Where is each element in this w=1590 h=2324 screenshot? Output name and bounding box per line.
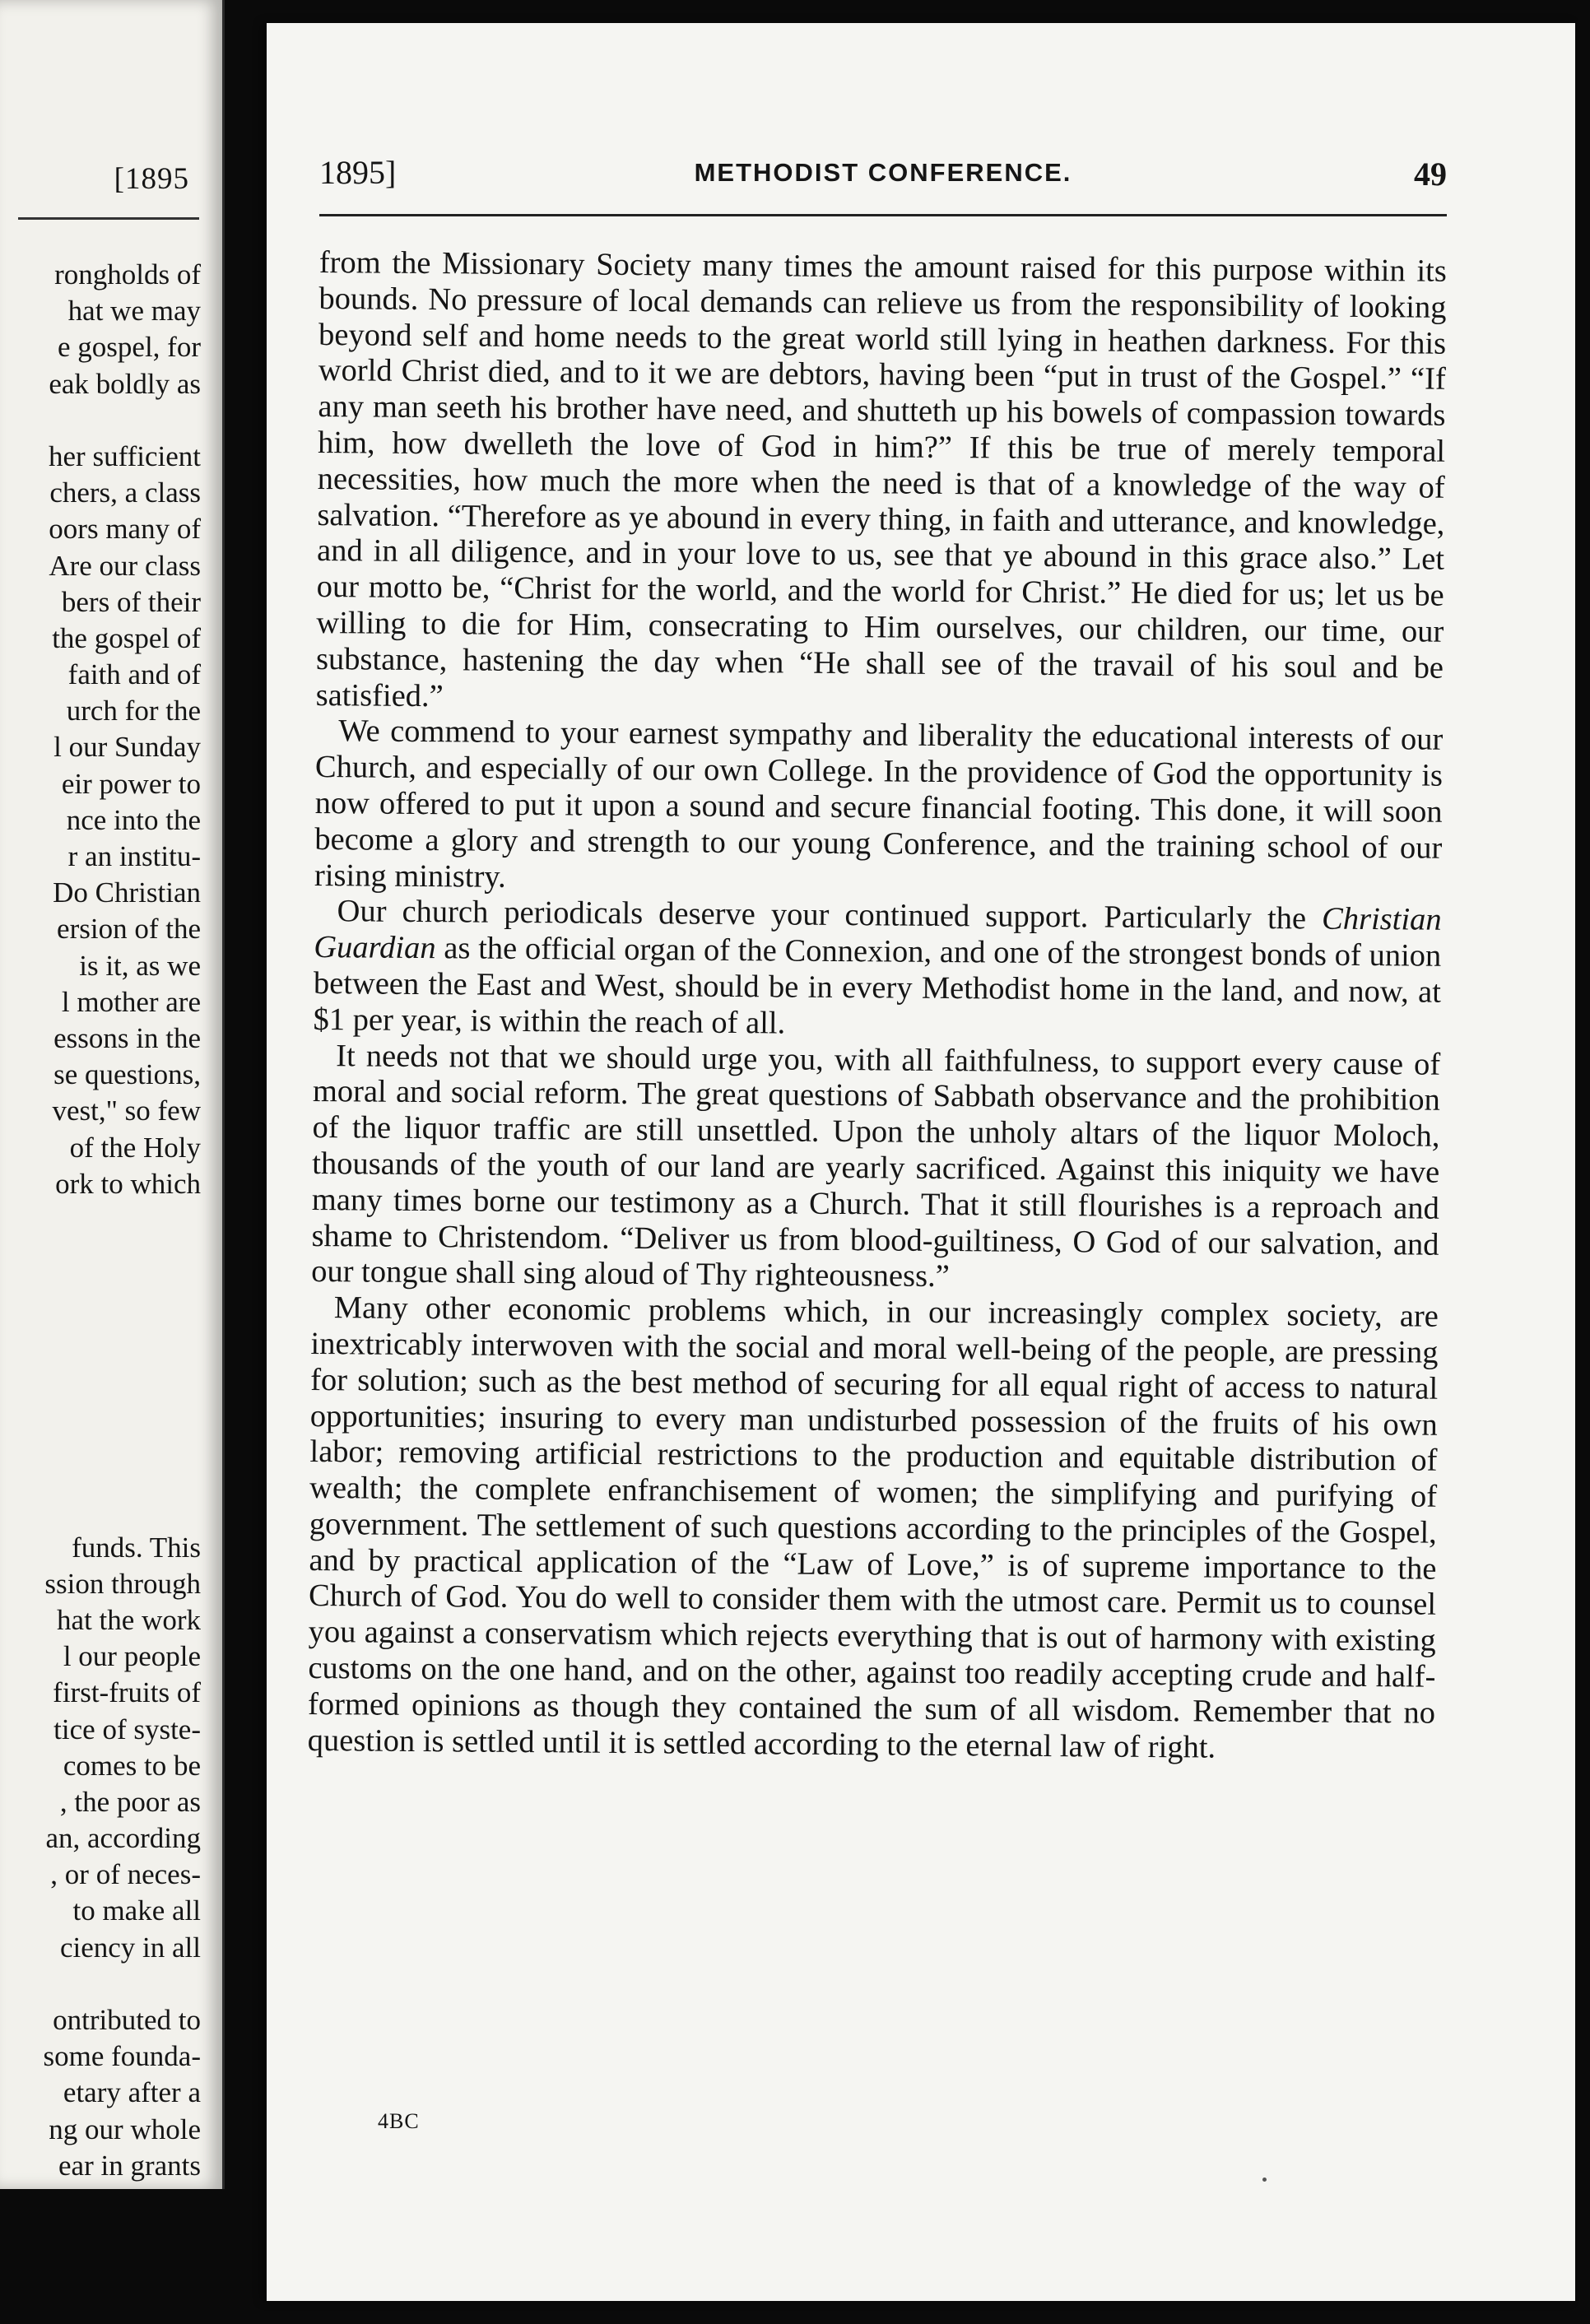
facing-page-line: nce into the xyxy=(66,803,201,836)
facing-page-line: Are our class xyxy=(49,549,201,582)
facing-page-line: ear in grants xyxy=(58,2149,201,2182)
running-header xyxy=(319,153,1447,202)
facing-page-line: bers of their xyxy=(61,585,201,618)
facing-page-header-rule xyxy=(18,217,199,220)
facing-page-line: first-fruits of xyxy=(53,1676,201,1709)
facing-page-line: hat the work xyxy=(57,1603,201,1636)
facing-page-line: faith and of xyxy=(67,658,201,691)
facing-page-line: eir power to xyxy=(61,767,201,800)
running-head-title: METHODIST CONFERENCE. xyxy=(694,158,1072,187)
facing-page-line: hat we may xyxy=(67,295,201,328)
periodicals-text-end: as the official organ of the Connexion, and one of the strongest bonds of union between the East and West, should be in every Methodist home in the land, and now, at $1 per year, is within the reach of all. xyxy=(313,931,1442,1041)
facing-page-line: vest," so few xyxy=(52,1095,201,1127)
facing-page-line: Do Christian xyxy=(53,876,201,909)
print-speck xyxy=(1262,2178,1267,2182)
periodical-title: Christian Guardian xyxy=(314,901,1442,966)
facing-page-line: l mother are xyxy=(61,985,201,1018)
facing-page-line: e gospel, for xyxy=(58,331,201,364)
page-number: 49 xyxy=(1414,156,1447,193)
facing-page-line: , or of neces- xyxy=(50,1858,201,1891)
facing-page-line xyxy=(44,1457,201,1493)
paragraph-education: We commend to your earnest sympathy and liberality the educational interests of our Church, and especially of our own College. In the providence of God the opportunity is now offered to put it upon a sound and secure financial footing. This done, it will soon become a glory and strength to our young Conference, and the training school of our rising ministry. xyxy=(314,713,1444,895)
facing-page-line: the gospel of xyxy=(52,621,201,654)
facing-page-line xyxy=(44,1420,201,1457)
facing-page-line: to make all xyxy=(72,1894,201,1927)
facing-page-line: , the poor as xyxy=(59,1785,201,1818)
facing-page-line: chers, a class xyxy=(49,476,201,509)
facing-page-line: ssion through xyxy=(44,1567,201,1600)
header-rule xyxy=(319,214,1447,216)
facing-page-line: ng our whole xyxy=(49,2113,201,2145)
facing-page-line: funds. This xyxy=(72,1531,201,1564)
facing-page-line xyxy=(44,1348,201,1384)
facing-page-line: etary after a xyxy=(63,2076,201,2109)
facing-page-line: se questions, xyxy=(53,1058,201,1091)
facing-page-line xyxy=(44,1493,201,1529)
facing-page-line xyxy=(44,1311,201,1347)
facing-page-line: ontributed to xyxy=(53,2004,201,2036)
facing-page-line: ersion of the xyxy=(57,913,201,946)
facing-page-line: rongholds of xyxy=(54,258,201,290)
facing-page-line xyxy=(44,402,201,439)
facing-page-line xyxy=(44,1384,201,1420)
book-page xyxy=(267,23,1575,2301)
facing-page-line: eak boldly as xyxy=(49,367,201,400)
facing-page-line: is it, as we xyxy=(79,949,201,982)
facing-page-line: essons in the xyxy=(53,1021,201,1054)
running-head-year: 1895] xyxy=(319,154,397,191)
signature-mark: 4BC xyxy=(378,2109,420,2133)
paragraph-missions: from the Missionary Society many times the amount raised for this purpose within its bounds. No pressure of local demands can relieve us from the responsibility of looking beyond self and home needs to the great world still lying in heathen darkness. For this world Christ died, and to it we are debtors, having been “put in trust of the Gospel.” “If any man seeth his brother have need, and shutteth up his bowels of compassion towards him, how dwelleth the love of God in him?” If this be true of merely temporal necessities, how much the more when the need is that of a knowledge of the way of salvation. “Therefore as ye abound in every thing, in faith and utterance, and knowledge, and in all diligence, and in your love to us, see that ye abound in this grace also.” Let our motto be, “Christ for the world, and the world for Christ.” He died for us; let us be willing to die for Him, consecrating to Him ourselves, our children, our time, our substance, hastening the day when “He shall see of the travail of his soul and be satisfied.” xyxy=(315,245,1447,713)
facing-page-line: comes to be xyxy=(63,1749,201,1782)
facing-page-line: tice of syste- xyxy=(53,1713,201,1745)
facing-page-line xyxy=(44,1202,201,1239)
facing-page-line: l our people xyxy=(63,1640,201,1673)
facing-page-left xyxy=(0,0,225,2189)
periodicals-text-start: Our church periodicals deserve your continued support. Particularly the xyxy=(337,894,1323,937)
paragraph-periodicals xyxy=(313,894,1441,1047)
facing-page-text-column xyxy=(44,257,201,2184)
facing-page-running-head: [1895 xyxy=(114,162,189,196)
facing-page-line: of the Holy xyxy=(69,1131,201,1164)
facing-page-line: urch for the xyxy=(66,695,201,727)
facing-page-line: some founda- xyxy=(43,2040,201,2073)
facing-page-line xyxy=(44,1239,201,1275)
paragraph-reform: It needs not that we should urge you, with all faithfulness, to support every cause of moral and social reform. The great questions of Sabbath observance and the prohibition of the liquor traffic are still unsettled. Upon the unholy altars of the liquor Moloch, thousands of the youth of our land are yearly sacrificed. Against this iniquity we have many times borne our testimony as a Church. That it still flourishes is a reproach and shame to Christendom. “Deliver us from blood-guiltiness, O God of our salvation, and our tongue shall sing aloud of Thy righteousness.” xyxy=(311,1038,1441,1294)
body-text xyxy=(308,245,1447,1768)
paragraph-economic: Many other economic problems which, in our increasingly complex society, are inextricably interwoven with the social and moral well-being of the people, are pressing for solution; such as the best method of securing for all equal right of access to natural opportunities; insuring to every man undisturbed possession of the fruits of his own labor; removing artificial restrictions to the production and equitable distribution of wealth; the complete enfranchisement of women; the simplifying and purifying of government. The settlement of such questions according to the principles of the Gospel, and by practical application of the “Law of Love,” is of supreme importance to the Church of God. You do well to consider them with the utmost care. Permit us to counsel you against a conservatism which rejects everything that is out of harmony with existing customs on the one hand, and on the other, against too readily accepting crude and half-formed opinions as though they contained the sum of all wisdom. Remember that no question is settled until it is settled according to the eternal law of right. xyxy=(307,1290,1439,1765)
facing-page-line xyxy=(44,1966,201,2002)
facing-page-line: ciency in all xyxy=(59,1931,201,1964)
facing-page-line: l our Sunday xyxy=(53,731,201,764)
facing-page-line: ork to which xyxy=(55,1167,201,1200)
facing-page-line: an, according xyxy=(45,1822,201,1855)
facing-page-line: her sufficient xyxy=(49,439,201,472)
facing-page-line: oors many of xyxy=(49,513,201,546)
facing-page-line: r an institu- xyxy=(67,840,201,872)
facing-page-line xyxy=(44,1275,201,1311)
